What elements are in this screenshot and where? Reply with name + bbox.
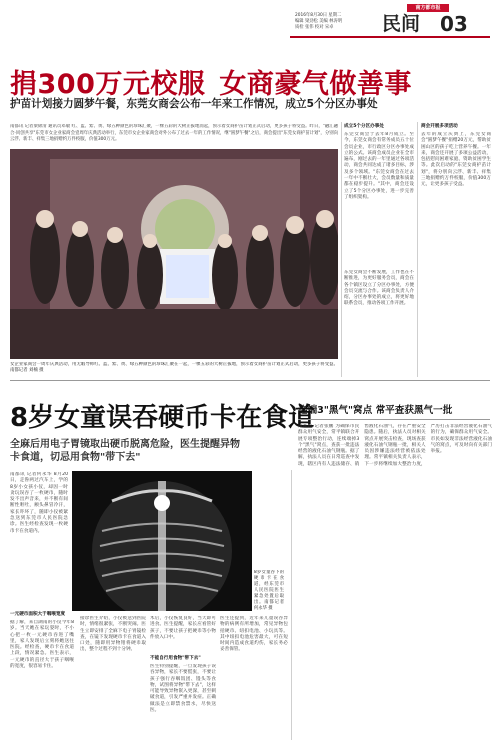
ceremony-photo-art	[10, 149, 338, 359]
section-name: 民间	[382, 13, 421, 35]
col-divider-3	[291, 470, 292, 740]
subhead-2: 全麻后用电子胃镜取出硬币脱离危险，医生提醒异物卡食道，切忌用食物"带下去"	[10, 439, 240, 463]
headline-3-rule	[298, 419, 490, 420]
xray-art	[72, 471, 252, 611]
brand-badge: 南方都市报	[407, 4, 449, 12]
sub-heading-2a: 一元硬币面积大于咽喉宽度	[10, 612, 66, 617]
proof-line: 质检 张伟 校对 宋卓	[295, 25, 334, 30]
page-number: 03	[440, 12, 468, 36]
editor-line: 编辑 梁劲松 美编 林涛明	[295, 19, 343, 24]
date-line: 2016年8月30日 星期二	[295, 13, 342, 18]
photo-caption-1: 女企业家商会一周年庆典活动，用无暇导师红、蓝、紫、黄、绿五种颜色的珍珠汇聚在一起，一棵五彩的大树正拔地，预示着女商护苗计划正式启动，更多孩子将受益。南都记者 刘楠 摄	[10, 362, 338, 374]
subhead-1: 护苗计划接力圆梦午餐，东莞女商会公布一年来工作情况，成立5个分区办事处	[10, 98, 378, 110]
headline-2: 8岁女童误吞硬币卡在食道	[10, 403, 315, 433]
text-2c: 术后，小仪恢复良好，当天即可进食。医生提醒，家长应看管好孩子，不要让孩子把硬币等小物件放入口中。	[150, 616, 216, 640]
xray-image	[72, 471, 252, 611]
lead-2: 南都讯 记者何永华 8月20日，走鲁两过汽车上，学的8岁小女孩小仪，却因一时贪玩误吞了一枚硬币，随时发不出声音来，并不断有间断性呕吐，额头鼻冒冷汗，家长吓坏了，随即小仪被紧急送到东莞市人民医院急诊。医生经检查发现一枚硬币卡在食道内。	[10, 472, 68, 534]
lead-1: 南都讯 记者梁锦清 通讯员邓敏 红、蓝、紫、黄、绿五种颜色的珍珠汇聚，一棵五彩的大树正拔地而起，预示着女商护苗计划正式启动，更多孩子将受益。昨日，"融汇融合·同创共享"东莞市女企业家商会壹周年庆典活动举行，东莞市女企业家商会对外公布了过去一年的工作情况，继"圆梦午餐"之后，商会提出"东莞女商护苗计划"，分别向云浮、新丰、祥集三地捐赠约万件校服，价值300万元。	[10, 124, 338, 143]
text-2b: 接诊医生介绍，小仪被送到医院时，情绪很紧张，不断哭闹。医生立即安排了全麻下电子胃镜检查，在镜下发现硬币卡在食道入口处，随即用异物钳将硬币取出，整个过程不到十分钟。	[80, 616, 146, 653]
headline-1-part2: 女商豪气做善事	[219, 69, 412, 100]
col-divider-2	[417, 122, 418, 377]
headline-3: 连端3"黑气"窝点 常平查获黑气一批	[298, 405, 453, 416]
col-heading-1: 成立5个分区办事处	[344, 124, 384, 129]
sub-heading-2b: 不能自行用食物"带下去"	[150, 656, 201, 661]
text-3: 南都讯 记者张鹏 为确保市民群众用气安全，常平镇联合开展专项整治行动，连续端掉3个"黑气"窝点，查获一批违法经营的液化石油气钢瓶。据了解，执法人员在日常巡查中发现，辖区内有人违法储存、销售液化石油气，存在严重安全隐患。随后，执法人员对相关窝点开展突击检查，现场查获液化石油气钢瓶一批，相关人员因涉嫌违法经营被依法处理。常平镇相关负责人表示，下一步将继续加大整治力度，严厉打击非法经营液化石油气的行为，确保群众用气安全。市民如发现非法经营液化石油气的窝点，可及时向有关部门举报。	[298, 424, 492, 467]
col-text-1a: 东莞女商会于去年8月成立。至今，东莞女商会有常务成员五十位会员企业，市行政区分区办事处成立的公式。该商会成员企业在全市遍布，刚过去的一年里通过各项活动，商会共同达成了诸多目标，涉及多个领域。"东莞女商会在过去一年中不断壮大，会员数量和质量都在稳步提升。"其中，商会还设立了5个分区办事处，进一步完善了组织架构。	[344, 132, 414, 200]
text-2a: 据了解，来自湖南的小仪今年8岁。当天她在家玩耍时，不小心把一枚一元硬币吞进了嘴里，家人发现后立刻将她送往医院。经检查，硬币卡在食道上段，情况紧急。医生表示，一元硬币的直径大于孩子咽喉的宽度，很容易卡住。	[10, 620, 74, 670]
text-2e: 医生还提到，近年来儿童误吞异物的病例有所增加，常见异物包括硬币、纽扣电池、小玩具等。其中纽扣电池危害最大，可在短时间内造成食道灼伤，家长务必妥善保管。	[220, 616, 288, 653]
col-heading-2: 商会开展多项活动	[421, 124, 458, 129]
story-gas	[294, 380, 499, 750]
col-text-2: 去年的成立庆典上，东莞女商会"圆梦午餐"捐赠20万元，帮助贫困山区的孩子吃上营养午餐。一年来，商会还开展了多项公益活动，包括慰问困难家庭、资助贫困学生等。此次启动的"东莞女商护苗计划"，将分别向云浮、新丰、祥集三地捐赠约万件校服，价值300万元，让更多孩子受益。	[421, 132, 491, 188]
ceremony-photo	[10, 149, 338, 359]
col-text-1b: 东莞女商会不断发展，工作也在不断推进，为更好服务会员，商会在各个镇区设立了分区办事处，方便会员交流与合作。该商会负责人介绍，分区办事处的成立，将更好地联系会员，推动各项工作开展。	[344, 270, 414, 307]
headline-1-part1: 捐300万元校服	[10, 69, 206, 100]
xray-caption: 8岁女童吞下的硬币卡在食道，经东莞市人民医院医生紧急处置后取出。南都记者 何永华 摄	[254, 570, 284, 610]
text-2d: 医生特别提醒，一旦发现孩子误吞异物，家长不要慌张，不要让孩子强行吞咽饭团、馒头等食物，试图将异物"带下去"，这样可能导致异物嵌入更深，甚至刺破食道，引发严重并发症。正确做法是立即禁食禁水，尽快送医。	[150, 664, 216, 714]
col-divider-1	[341, 122, 342, 377]
headline-1	[10, 62, 470, 100]
